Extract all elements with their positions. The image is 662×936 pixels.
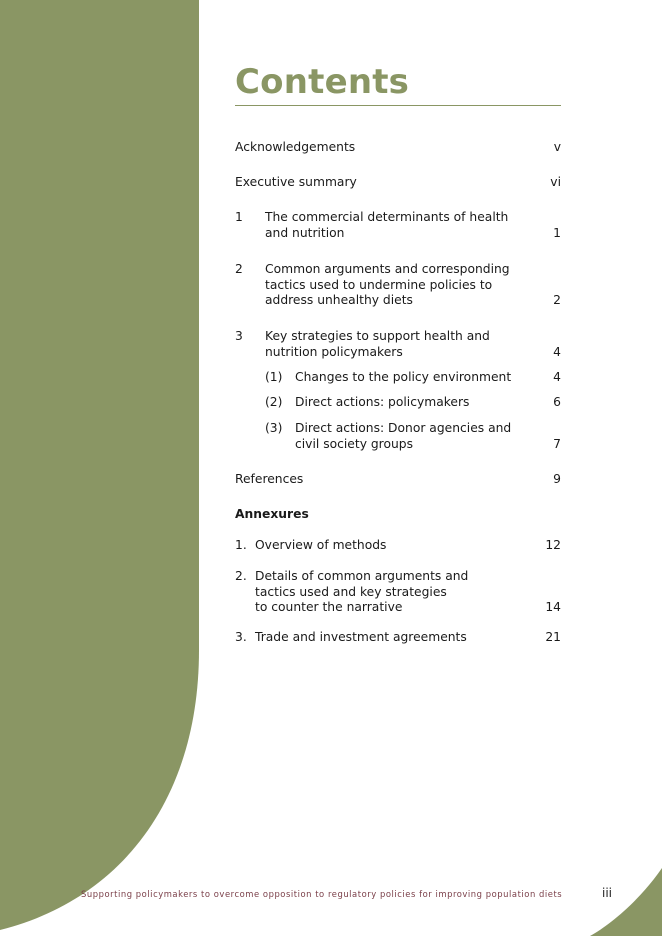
toc-entry-page: 21 (545, 630, 561, 644)
toc-entry-number: 1. (235, 538, 247, 552)
toc-entry-number: (3) (265, 421, 283, 435)
toc-entry-label: Overview of methods (255, 538, 387, 552)
toc-entry-page: 2 (553, 293, 561, 307)
toc-entry-page: vi (550, 175, 561, 189)
toc-entry-number: 2. (235, 569, 247, 583)
toc-entry-label: Key strategies to support health and nutrition policymakers (265, 329, 490, 359)
title-divider (235, 105, 561, 106)
toc-entry-label: Acknowledgements (235, 140, 356, 154)
toc-entry-page: 1 (553, 225, 561, 240)
toc-entry-page: 9 (553, 472, 561, 486)
toc-entry-number: 1 (235, 210, 243, 224)
toc-entry-label: Executive summary (235, 175, 357, 189)
toc-entry-page: 4 (553, 344, 561, 359)
toc-entry-page: 12 (545, 538, 561, 552)
toc-entry-number: 2 (235, 262, 243, 276)
toc-entry-label: References (235, 472, 304, 486)
toc-entry-label: The commercial determinants of health and nutrition (265, 210, 509, 240)
left-green-panel (0, 0, 199, 930)
toc-entry-label: Direct actions: policymakers (295, 395, 470, 409)
page-title: Contents (235, 62, 410, 102)
toc-entry-label: Changes to the policy environment (295, 370, 512, 384)
toc-entry-page: 4 (553, 370, 561, 384)
toc-entry-page: v (553, 140, 561, 154)
toc-entry-number: (1) (265, 370, 283, 384)
annexures-heading: Annexures (235, 507, 309, 521)
page-number: iii (602, 886, 613, 900)
toc-entry-label: Trade and investment agreements (255, 630, 467, 644)
corner-green-wedge (590, 868, 662, 936)
toc-entry-label: Details of common arguments and tactics used and key strategies to counter the narrative (255, 569, 469, 614)
toc-entry-page: 6 (553, 395, 561, 409)
toc-entry-number: (2) (265, 395, 283, 409)
toc-entry-page: 7 (553, 436, 561, 451)
toc-entry-label: Direct actions: Donor agencies and civil society groups (295, 421, 512, 451)
footer-text: Supporting policymakers to overcome opposition to regulatory policies for improving population diets (81, 889, 563, 899)
toc-entry-label: Common arguments and corresponding tactics used to undermine policies to address unhealthy diets (265, 262, 510, 307)
toc-entry-number: 3. (235, 630, 247, 644)
toc-entry-number: 3 (235, 329, 243, 343)
toc-entry-page: 14 (545, 600, 561, 614)
